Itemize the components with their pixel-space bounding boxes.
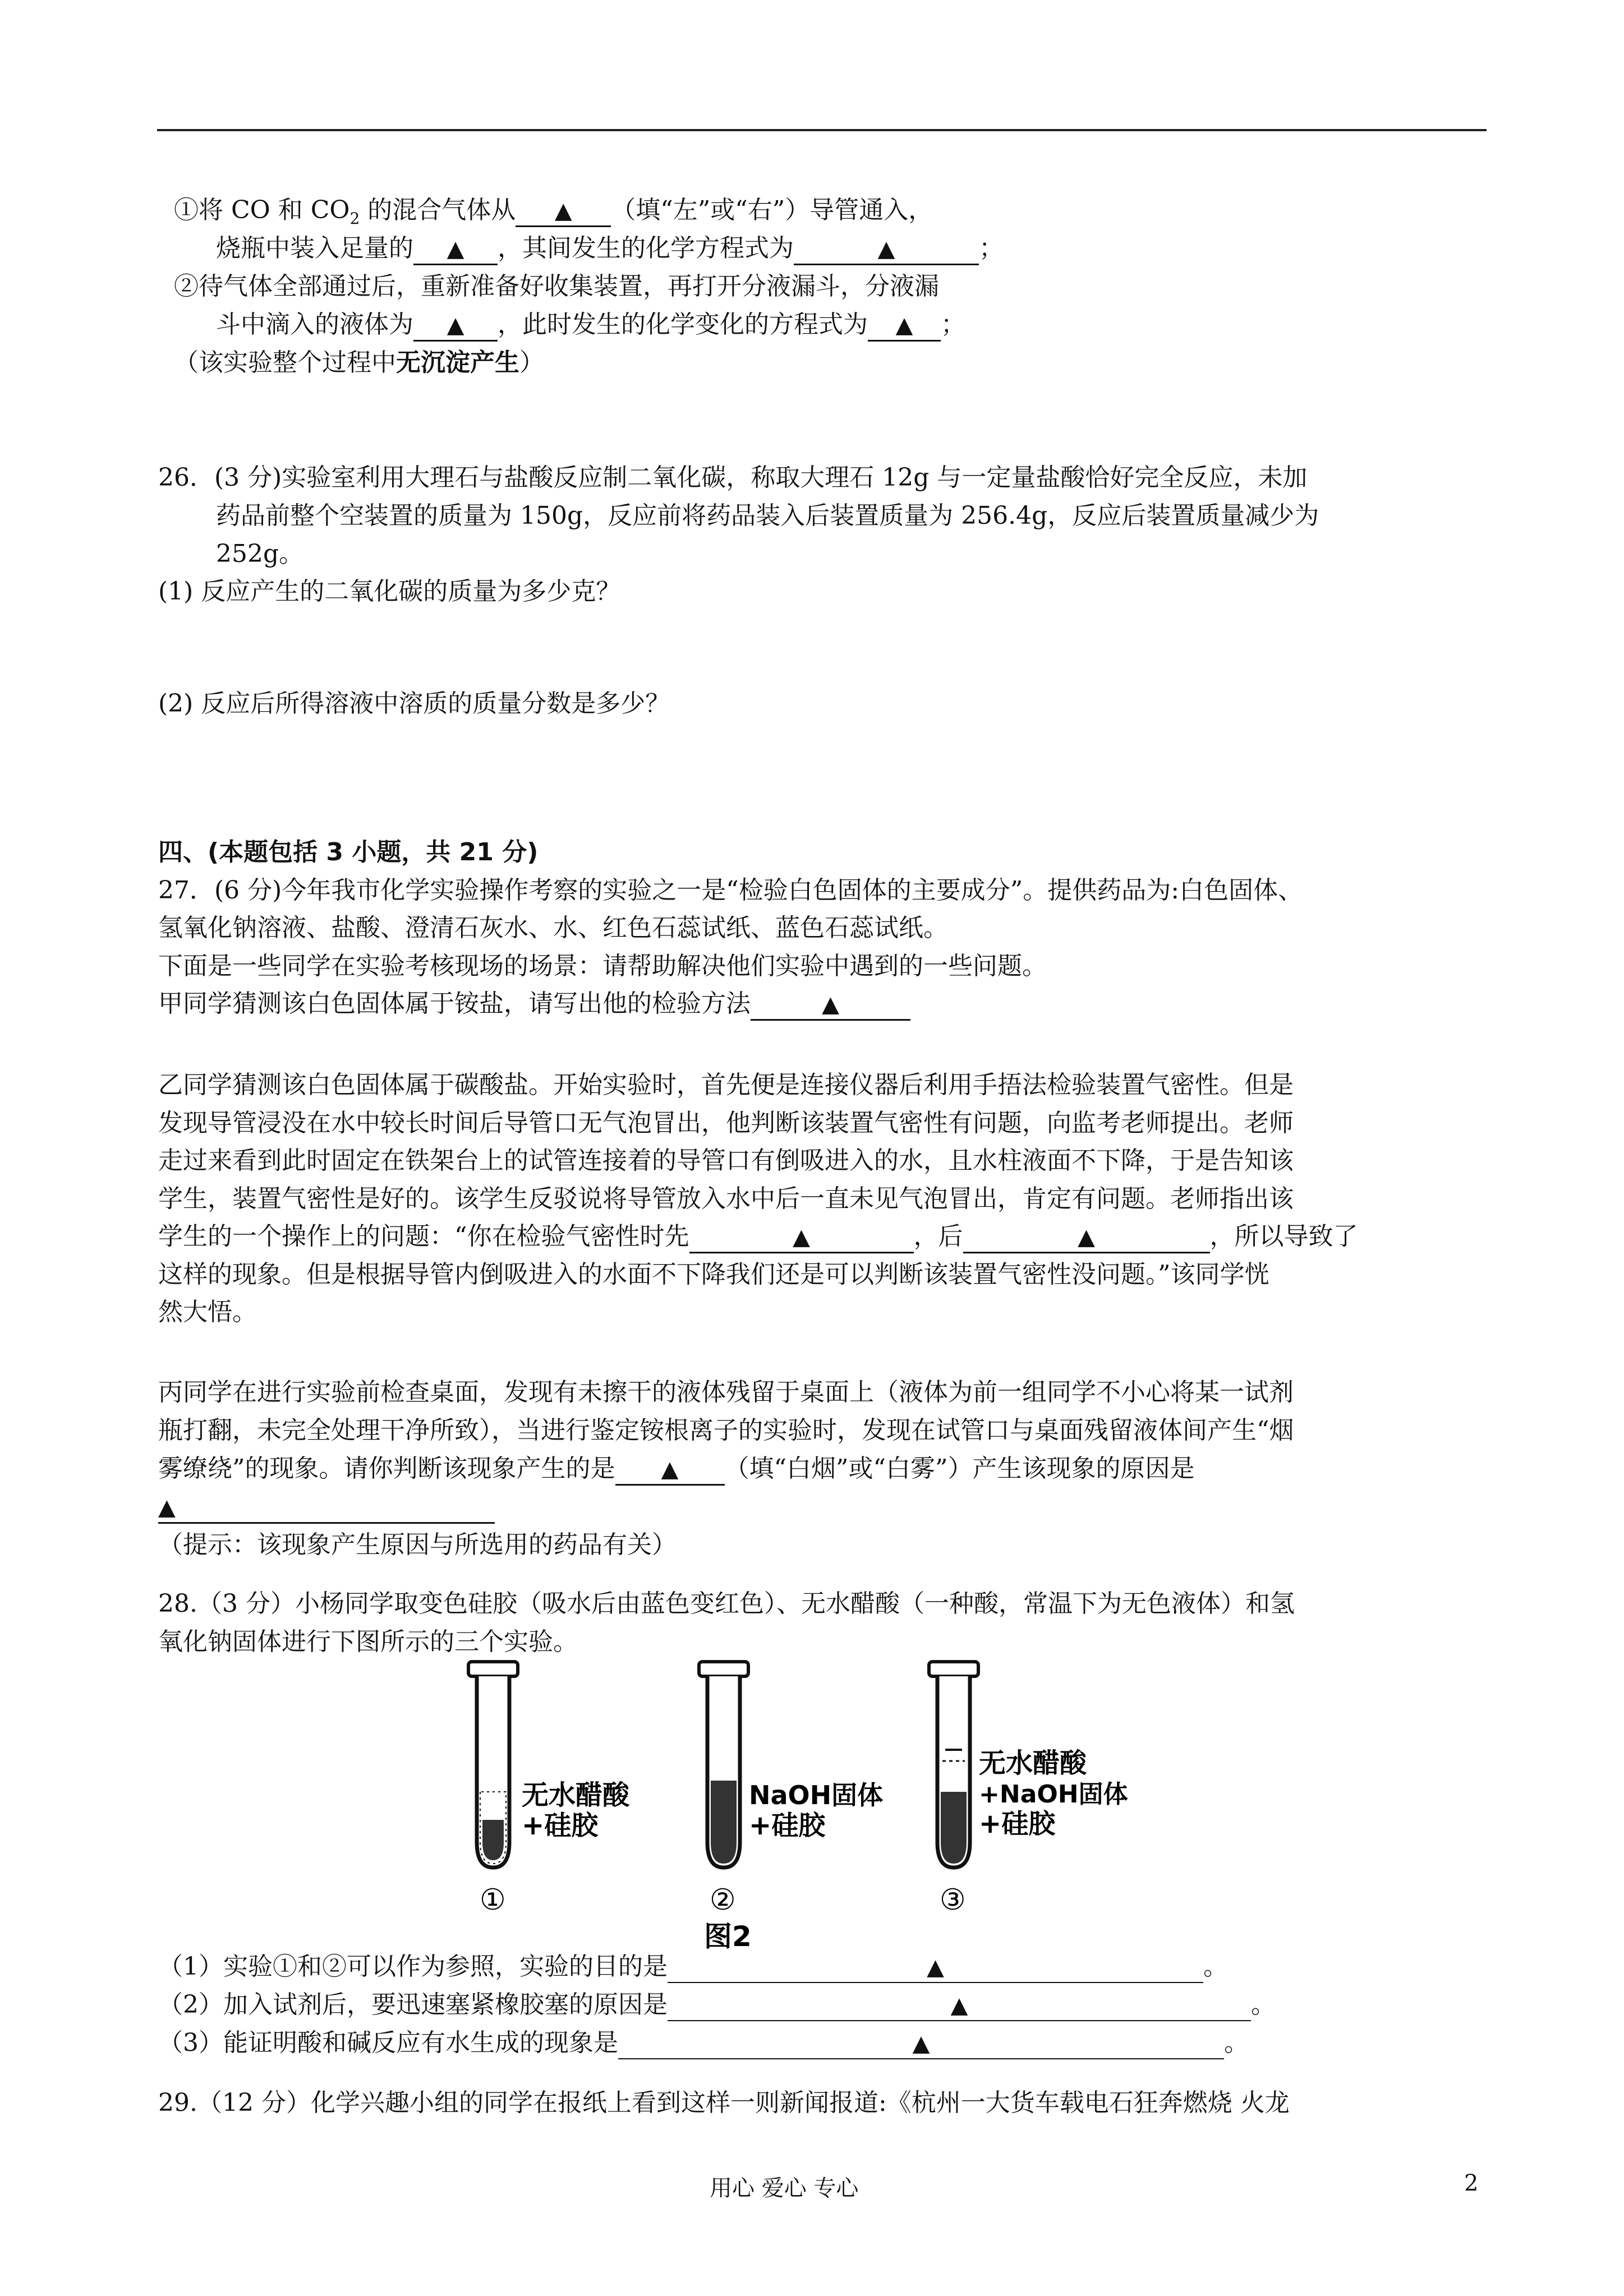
q27-line-1: 27．(6 分)今年我市化学实验操作考察的实验之一是“检验白色固体的主要成分”。提供药品为:白色固体、	[158, 876, 1303, 905]
q25-line-1: ①将 CO 和 $CO_2$ 的混合气体从 ▲ （填“左”或“右”）导管通入，	[174, 196, 933, 228]
q27-line-2: 氢氧化钠溶液、盐酸、澄清石灰水、水、红色石蕊试纸、蓝色石蕊试纸。	[158, 914, 948, 942]
q27-para2-line-4: 学生，装置气密性是好的。该学生反驳说将导管放入水中后一直未见气泡冒出，肯定有问题。老师指出该	[158, 1184, 1294, 1213]
q27-line-4: 甲同学猜测该白色固体属于铵盐，请写出他的检验方法 ▲	[158, 987, 910, 1021]
q27-para3-line-3: 雾缭绕”的现象。请你判断该现象产生的是 ▲ （填“白烟”或“白雾”）产生该现象的原因是	[158, 1452, 1194, 1486]
q26-line-1: 26．(3 分)实验室利用大理石与盐酸反应制二氧化碳，称取大理石 12g 与一定量盐酸恰好完全反应，未加	[158, 463, 1308, 492]
tube-1-label-2: +硅胶	[522, 1810, 599, 1841]
test-tube-2-icon	[699, 1662, 748, 1868]
q27-para2-line-5: 学生的一个操作上的问题：“你在检验气密性时先 ▲ ，后 ▲ ，所以导致了	[158, 1220, 1358, 1253]
q27-para2-line-7: 然大悟。	[158, 1298, 257, 1326]
q27-para2-line-1: 乙同学猜测该白色固体属于碳酸盐。开始实验时，首先便是连接仪器后利用手捂法检验装置气密性。但是	[158, 1071, 1294, 1099]
test-tube-1-icon	[468, 1662, 518, 1868]
header-rule	[157, 129, 1487, 131]
footer-motto: 用心 爱心 专心	[710, 2175, 859, 2201]
tube-3-label-3: +硅胶	[979, 1808, 1056, 1839]
q28-sub-3: （3）能证明酸和碱反应有水生成的现象是 ▲ 。	[158, 2026, 1249, 2060]
test-tube-3-icon	[929, 1662, 978, 1868]
tube-3-number: ③	[940, 1883, 966, 1917]
q25-line-4: 斗中滴入的液体为 ▲ ，此时发生的化学变化的方程式为 ▲ ；	[216, 308, 965, 342]
q28-sub-1: （1）实验①和②可以作为参照，实验的目的是 ▲ 。	[158, 1950, 1228, 1984]
section-4-heading: 四、(本题包括 3 小题，共 21 分)	[158, 838, 539, 866]
tube-1-number: ①	[480, 1883, 506, 1917]
q25-line-3: ②待气体全部通过后，重新准备好收集装置，再打开分液漏斗，分液漏	[174, 272, 939, 301]
q27-para2-line-2: 发现导管浸没在水中较长时间后导管口无气泡冒出，他判断该装置气密性有问题，向监考老师提出。老师	[158, 1109, 1294, 1137]
q29-line-1: 29.（12 分）化学兴趣小组的同学在报纸上看到这样一则新闻报道:《杭州一大货车载电石狂奔燃烧 火龙	[158, 2088, 1290, 2117]
figure-caption: 图2	[704, 1920, 752, 1949]
q26-sub-2: (2) 反应后所得溶液中溶质的质量分数是多少？	[158, 689, 670, 718]
q25-line-2: 烧瓶中装入足量的 ▲ ，其间发生的化学方程式为 ▲ ；	[216, 232, 1004, 265]
q27-para2-line-6: 这样的现象。但是根据导管内倒吸进入的水面不下降我们还是可以判断该装置气密性没问题。”该同学恍	[158, 1260, 1269, 1289]
q27-para3-line-4: ▲	[158, 1490, 495, 1524]
q27-hint: （提示：该现象产生原因与所选用的药品有关）	[158, 1530, 677, 1559]
q28-sub-2: （2）加入试剂后，要迅速塞紧橡胶塞的原因是 ▲ 。	[158, 1988, 1276, 2022]
q25-line-5: （该实验整个过程中无沉淀产生）	[174, 348, 544, 377]
tube-3-label-2: +NaOH固体	[979, 1780, 1128, 1809]
tube-2-label-2: +硅胶	[749, 1810, 826, 1841]
test-tube-figure	[438, 1657, 1223, 1949]
q26-line-2: 药品前整个空装置的质量为 150g，反应前将药品装入后装置质量为 256.4g，反应后装置质量减少为	[216, 501, 1319, 530]
q27-line-3: 下面是一些同学在实验考核现场的场景：请帮助解决他们实验中遇到的一些问题。	[158, 952, 1047, 980]
q26-line-3: 252g。	[216, 540, 304, 568]
q27-para3-line-2: 瓶打翻，未完全处理干净所致），当进行鉴定铵根离子的实验时，发现在试管口与桌面残留液体间产生“烟	[158, 1416, 1294, 1445]
q28-line-2: 氧化钠固体进行下图所示的三个实验。	[158, 1628, 578, 1656]
q27-para3-line-1: 丙同学在进行实验前检查桌面，发现有未擦干的液体残留于桌面上（液体为前一组同学不小心将某一试剂	[158, 1378, 1294, 1407]
q27-para2-line-3: 走过来看到此时固定在铁架台上的试管连接着的导管口有倒吸进入的水，且水柱液面不下降，于是告知该	[158, 1146, 1294, 1175]
tube-3-label-1: 无水醋酸	[979, 1748, 1087, 1779]
q26-sub-1: (1) 反应产生的二氧化碳的质量为多少克？	[158, 577, 621, 606]
page-number: 2	[1464, 2170, 1479, 2196]
tube-2-label-1: NaOH固体	[749, 1780, 884, 1810]
tube-1-label-1: 无水醋酸	[522, 1779, 630, 1811]
q28-line-1: 28.（3 分）小杨同学取变色硅胶（吸水后由蓝色变红色）、无水醋酸（一种酸，常温下为无色液体）和氢	[158, 1589, 1295, 1618]
tube-2-number: ②	[710, 1883, 736, 1917]
